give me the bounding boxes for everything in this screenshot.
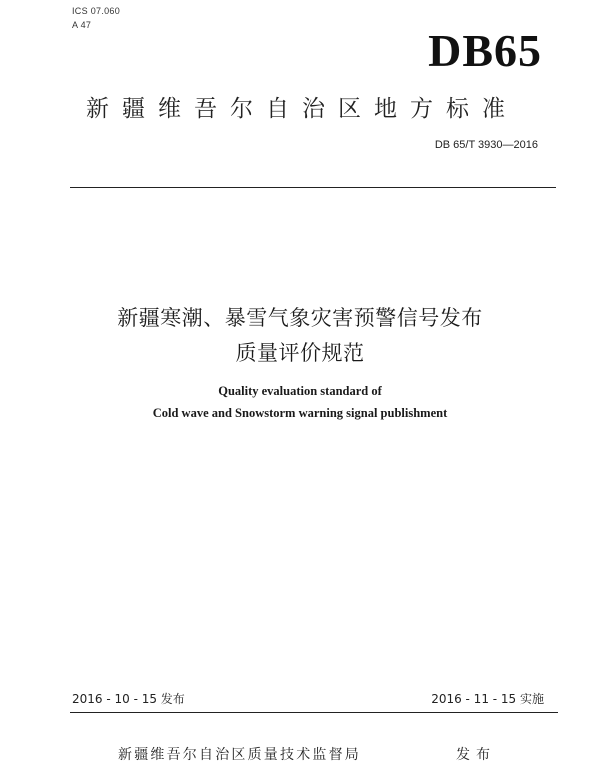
ccs-code: A 47: [72, 20, 92, 30]
title-chinese-line1: 新疆寒潮、暴雪气象灾害预警信号发布: [117, 306, 483, 330]
title-english-line2: Cold wave and Snowstorm warning signal publishment: [152, 406, 448, 420]
ics-code: ICS 07.060: [72, 6, 121, 16]
issuing-authority: 新疆维吾尔自治区质量技术监督局: [118, 747, 361, 763]
issue-date: 2016 - 10 - 15 发布: [72, 692, 185, 706]
standard-logo: DB65: [428, 25, 542, 76]
header-divider: [70, 187, 556, 188]
title-chinese-line2: 质量评价规范: [235, 341, 365, 365]
footer-divider: [70, 712, 558, 713]
standard-number: DB 65/T 3930—2016: [434, 139, 538, 151]
title-english-line1: Quality evaluation standard of: [218, 384, 382, 398]
standard-type: 新疆维吾尔自治区地方标准: [86, 96, 518, 122]
issue-label: 发布: [456, 747, 496, 763]
implementation-date: 2016 - 11 - 15 实施: [431, 692, 544, 706]
